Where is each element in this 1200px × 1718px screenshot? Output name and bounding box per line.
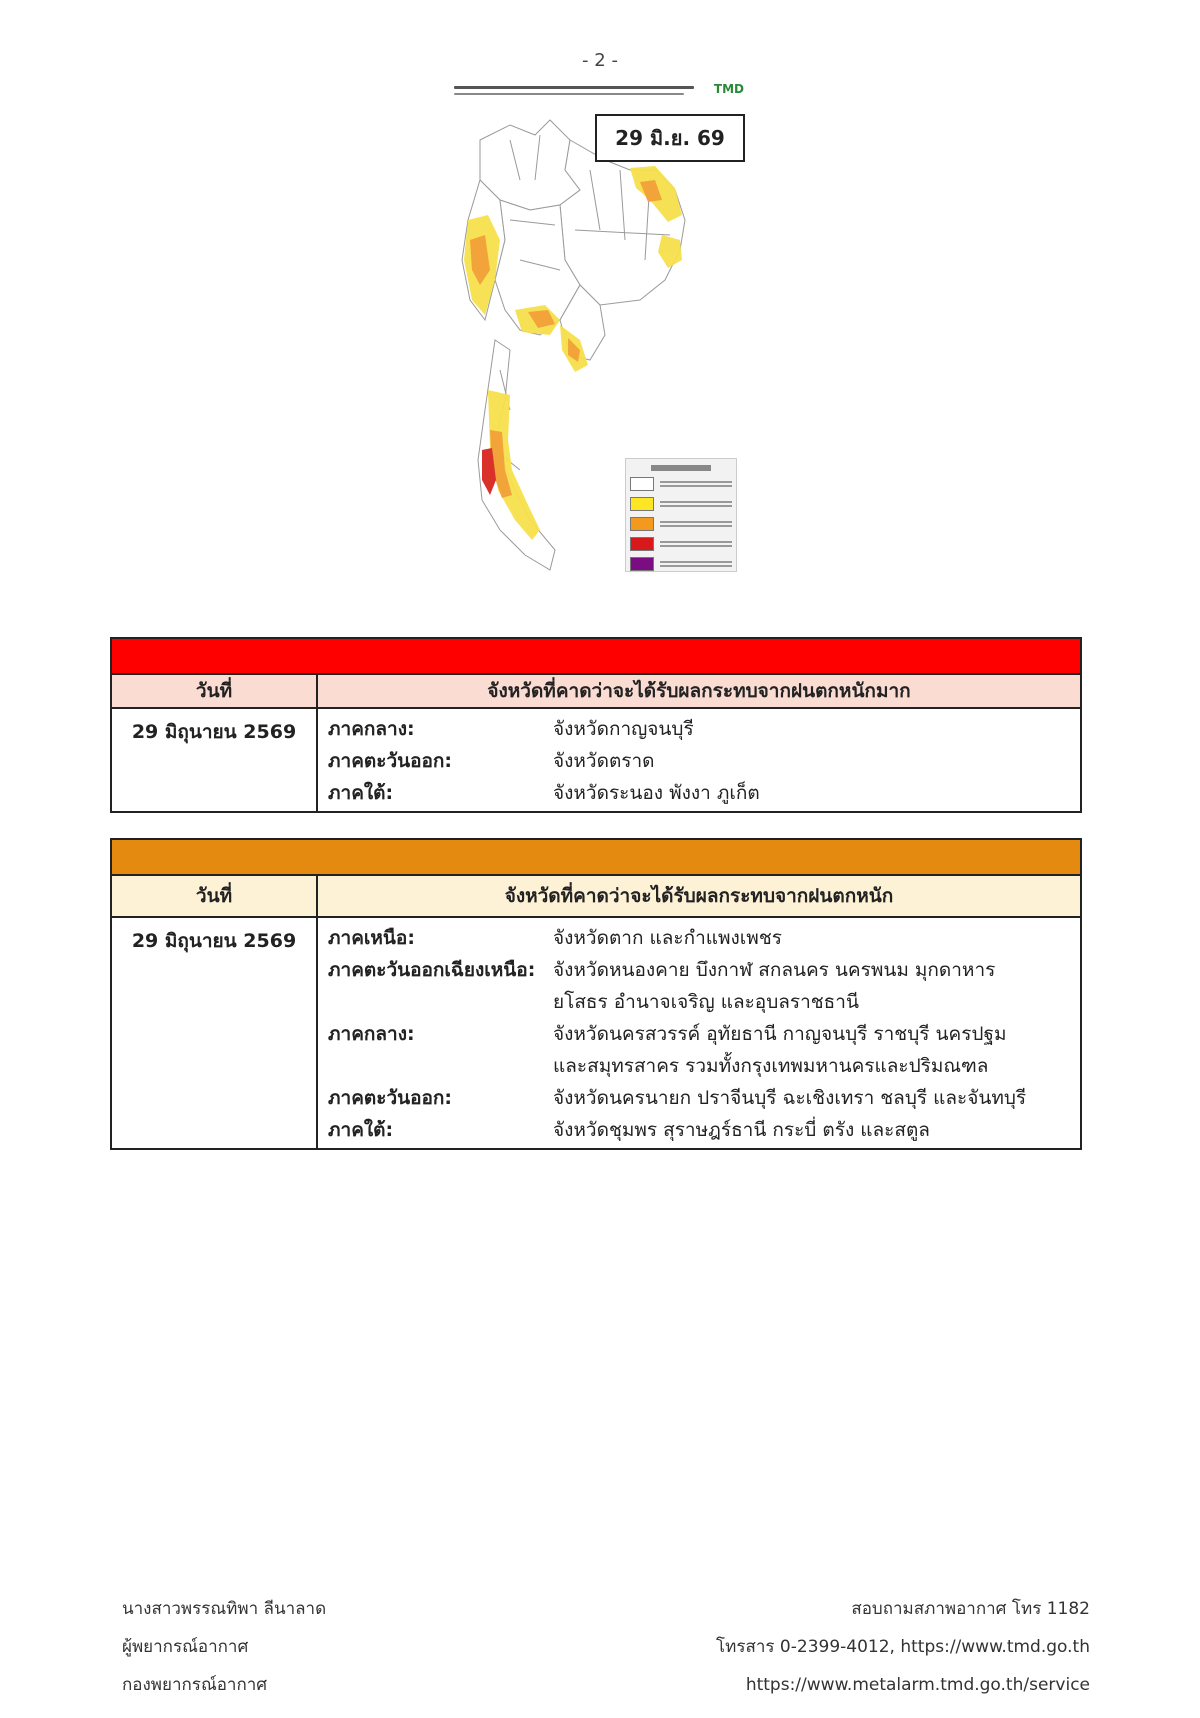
legend-swatch-red: [630, 537, 654, 551]
map-date-label: 29 มิ.ย. 69: [595, 114, 745, 162]
region-name: ภาคใต้:: [328, 1119, 394, 1141]
rain-forecast-map: [440, 80, 750, 580]
map-legend: [625, 458, 737, 572]
region-row: [328, 1050, 1070, 1082]
region-name: [328, 986, 553, 1018]
region-row: [328, 986, 1070, 1018]
legend-item: [630, 497, 732, 511]
legend-item: [630, 557, 732, 571]
table-header-row: [112, 876, 1080, 918]
legend-item: [630, 517, 732, 531]
legend-swatch-purple: [630, 557, 654, 571]
region-provinces: ยโสธร อำนาจเจริญ และอุบลราชธานี: [553, 991, 859, 1013]
forecast-date: 29 มิถุนายน 2569: [112, 709, 318, 811]
region-name: ภาคตะวันออก:: [328, 1087, 453, 1109]
region-list: [318, 709, 1080, 811]
region-row: [328, 954, 1070, 986]
region-provinces: และสมุทรสาคร รวมทั้งกรุงเทพมหานครและปริมณฑล: [553, 1055, 989, 1077]
footer-right: [716, 1590, 1090, 1704]
region-provinces: จังหวัดระนอง พังงา ภูเก็ต: [553, 782, 760, 804]
region-provinces: จังหวัดหนองคาย บึงกาฬ สกลนคร นครพนม มุกดาหาร: [553, 959, 996, 981]
legend-item: [630, 477, 732, 491]
header-date: วันที่: [112, 876, 318, 916]
tmd-logo-icon: TMD: [713, 82, 744, 96]
region-row: [328, 745, 1070, 777]
region-provinces: จังหวัดกาญจนบุรี: [553, 718, 694, 740]
region-row: [328, 713, 1070, 745]
region-name: ภาคตะวันออก:: [328, 750, 453, 772]
legend-swatch-white: [630, 477, 654, 491]
legend-swatch-yellow: [630, 497, 654, 511]
very-heavy-rain-bar: [112, 639, 1080, 675]
very-heavy-rain-table: [110, 637, 1082, 813]
contact-phone: สอบถามสภาพอากาศ โทร 1182: [851, 1599, 1090, 1619]
forecast-division: กองพยากรณ์อากาศ: [122, 1675, 268, 1695]
region-name: ภาคเหนือ:: [328, 927, 415, 949]
region-list: [318, 918, 1080, 1148]
map-header-title-line: [454, 86, 694, 89]
table-body-row: [112, 918, 1080, 1148]
region-row: [328, 1018, 1070, 1050]
heavy-rain-table: [110, 838, 1082, 1150]
map-header: [454, 82, 744, 106]
forecaster-title: ผู้พยากรณ์อากาศ: [122, 1637, 249, 1657]
region-name: ภาคกลาง:: [328, 1023, 415, 1045]
header-provinces: จังหวัดที่คาดว่าจะได้รับผลกระทบจากฝนตกหนักมาก: [487, 680, 911, 702]
contact-service-link[interactable]: https://www.metalarm.tmd.go.th/service: [745, 1675, 1090, 1695]
heavy-rain-bar: [112, 840, 1080, 876]
region-name: ภาคกลาง:: [328, 718, 415, 740]
region-name: ภาคตะวันออกเฉียงเหนือ:: [328, 959, 536, 981]
region-name: [328, 1050, 553, 1082]
footer-left: [122, 1590, 326, 1704]
header-provinces: จังหวัดที่คาดว่าจะได้รับผลกระทบจากฝนตกหนัก: [504, 885, 894, 907]
region-provinces: จังหวัดตราด: [553, 750, 655, 772]
region-provinces: จังหวัดตาก และกำแพงเพชร: [553, 927, 782, 949]
region-provinces: จังหวัดนครสวรรค์ อุทัยธานี กาญจนบุรี ราชบุรี นครปฐม: [553, 1023, 1007, 1045]
legend-item: [630, 537, 732, 551]
map-northeast-region: [560, 140, 685, 305]
header-date: วันที่: [112, 675, 318, 707]
region-name: ภาคใต้:: [328, 782, 394, 804]
region-provinces: จังหวัดชุมพร สุราษฎร์ธานี กระบี่ ตรัง และสตูล: [553, 1119, 930, 1141]
region-row: [328, 922, 1070, 954]
forecast-date: 29 มิถุนายน 2569: [112, 918, 318, 1148]
forecaster-name: นางสาวพรรณทิพา ลีนาลาด: [122, 1599, 327, 1619]
map-header-subtitle-line: [454, 93, 684, 95]
page-number: - 2 -: [582, 50, 618, 71]
region-provinces: จังหวัดนครนายก ปราจีนบุรี ฉะเชิงเทรา ชลบุรี และจันทบุรี: [553, 1087, 1027, 1109]
table-body-row: [112, 709, 1080, 811]
legend-title-line: [651, 465, 711, 471]
legend-swatch-orange: [630, 517, 654, 531]
contact-fax-website: โทรสาร 0-2399-4012, https://www.tmd.go.th: [716, 1637, 1090, 1657]
region-row: [328, 777, 1070, 809]
region-row: [328, 1114, 1070, 1146]
table-header-row: [112, 675, 1080, 709]
region-row: [328, 1082, 1070, 1114]
